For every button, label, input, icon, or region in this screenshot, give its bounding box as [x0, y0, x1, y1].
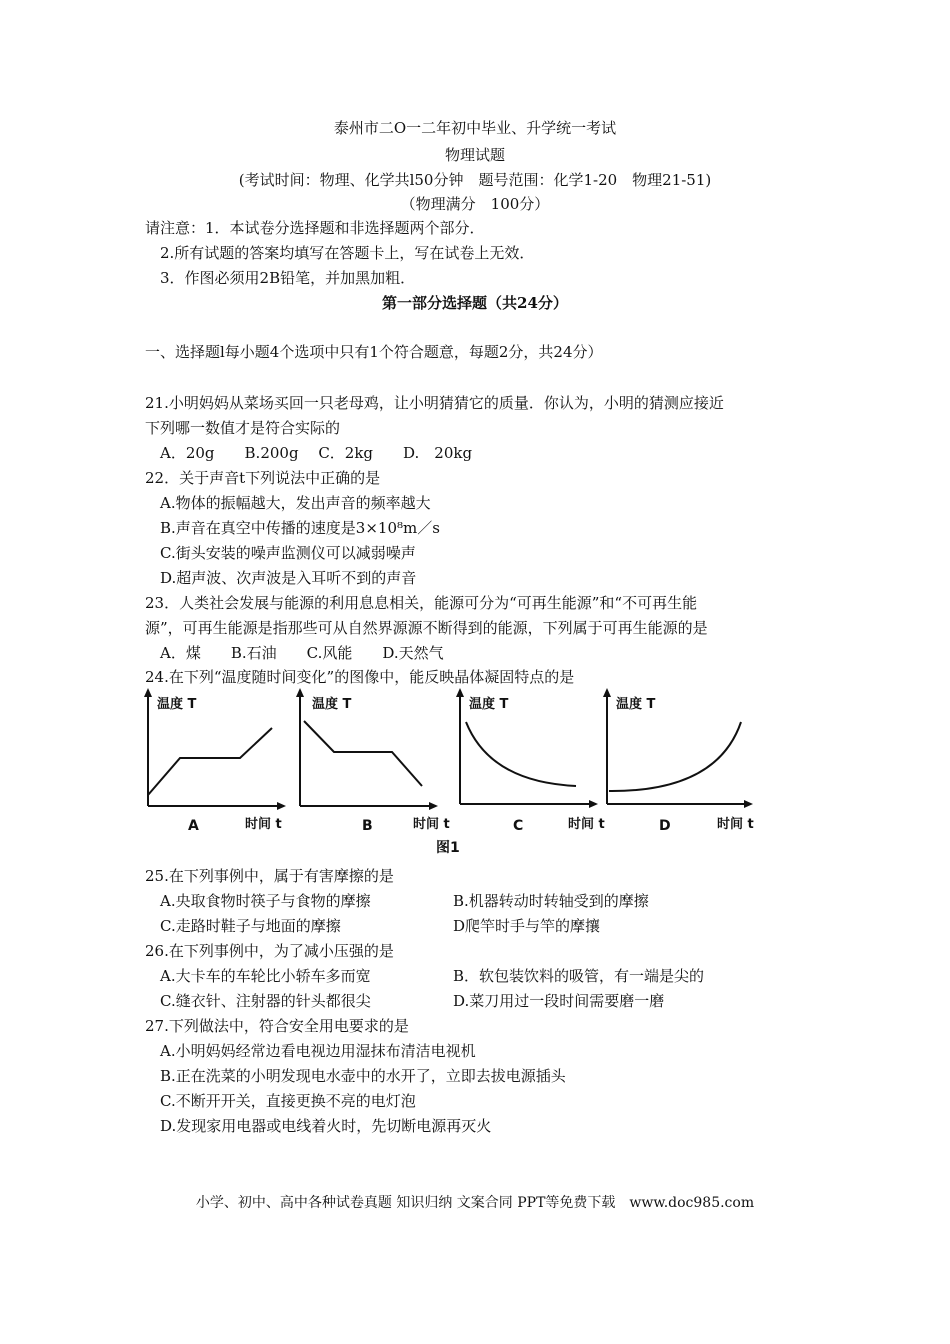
graph-d-y-label: 温度 T — [616, 697, 656, 712]
note-1: 请注意：1．本试卷分选择题和非选择题两个部分． — [145, 219, 485, 237]
figure-caption: 图1 — [436, 840, 460, 856]
graph-a-label: A — [188, 818, 199, 834]
graph-b-y-label: 温度 T — [312, 697, 352, 712]
graph-d-curve — [609, 722, 741, 791]
q26-option-a: A.大卡车的车轮比小轿车多而宽 — [160, 967, 371, 985]
graph-a-x-label: 时间 t — [245, 817, 282, 832]
section-intro: 一、选择题l每小题4个选项中只有1个符合题意，每题2分，共24分） — [145, 343, 603, 361]
q22-option-c: C.街头安装的噪声监测仪可以减弱噪声 — [160, 544, 416, 562]
q27-option-d: D.发现家用电器或电线着火时，先切断电源再灭火 — [160, 1117, 492, 1135]
exam-time-info: (考试时间：物理、化学共l50分钟 题号范围：化学1-20 物理21-51) — [238, 171, 712, 189]
q22-stem: 22．关于声音t下列说法中正确的是 — [145, 469, 381, 487]
note-3: 3．作图必须用2B铅笔，并加黑加粗． — [160, 269, 416, 287]
graph-b-curve — [304, 721, 422, 786]
q26-option-c: C.缝衣针、注射器的针头都很尖 — [160, 992, 371, 1010]
q26-stem: 26.在下列事例中，为了减小压强的是 — [145, 942, 394, 960]
q26-option-b: B．软包装饮料的吸管，有一端是尖的 — [453, 967, 705, 985]
q22-option-d: D.超声波、次声波是入耳听不到的声音 — [160, 569, 417, 587]
exam-title: 泰州市二O一二年初中毕业、升学统一考试 — [333, 119, 617, 137]
graph-a-y-label: 温度 T — [157, 697, 197, 712]
q22-option-a: A.物体的振幅越大，发出声音的频率越大 — [160, 494, 431, 512]
q21-options: A．20g B.200g C．2kg D. 20kg — [160, 444, 473, 462]
q22-option-b: B.声音在真空中传播的速度是3×10⁸m／s — [160, 519, 440, 537]
q25-stem: 25.在下列事例中，属于有害摩擦的是 — [145, 867, 394, 885]
graph-c-label: C — [513, 818, 524, 834]
q27-option-c: C.不断开开关，直接更换不亮的电灯泡 — [160, 1092, 416, 1110]
exam-score-info: （物理满分 100分） — [400, 195, 550, 213]
graph-d-x-label: 时间 t — [717, 817, 754, 832]
q21-stem-cont: 下列哪一数值才是符合实际的 — [145, 419, 341, 437]
q27-stem: 27.下列做法中，符合安全用电要求的是 — [145, 1017, 409, 1035]
graph-b-label: B — [362, 818, 373, 834]
page-footer: 小学、初中、高中各种试卷真题 知识归纳 文案合同 PPT等免费下载 www.doc985.com — [195, 1195, 755, 1211]
q21-stem: 21.小明妈妈从菜场买回一只老母鸡，让小明猜猜它的质量．你认为，小明的猜测应接近 — [145, 394, 724, 412]
q26-option-d: D.菜刀用过一段时间需要磨一磨 — [453, 992, 665, 1010]
q23-stem: 23．人类社会发展与能源的利用息息相关，能源可分为“可再生能源”和“不可再生能 — [145, 594, 698, 612]
graph-d-label: D — [659, 818, 671, 834]
q25-option-d: D爬竿时手与竿的摩攘 — [453, 917, 601, 935]
exam-subject: 物理试题 — [444, 146, 505, 164]
q27-option-b: B.正在洗菜的小明发现电水壶中的水开了，立即去拔电源插头 — [160, 1067, 566, 1085]
graph-a-curve — [148, 728, 272, 795]
q25-option-b: B.机器转动时转轴受到的摩擦 — [453, 892, 649, 910]
q23-stem-cont: 源”，可再生能源是指那些可从自然界源源不断得到的能源，下列属于可再生能源的是 — [145, 619, 708, 637]
part-title: 第一部分选择题（共24分） — [382, 294, 568, 312]
q24-stem: 24.在下列“温度随时间变化”的图像中，能反映晶体凝固特点的是 — [145, 668, 575, 686]
graph-b-x-label: 时间 t — [413, 817, 450, 832]
graph-c-curve — [466, 722, 576, 786]
graph-c-x-label: 时间 t — [568, 817, 605, 832]
q27-option-a: A.小明妈妈经常边看电视边用湿抹布清洁电视机 — [160, 1042, 476, 1060]
graph-c-y-label: 温度 T — [469, 697, 509, 712]
note-2: 2.所有试题的答案均填写在答题卡上，写在试卷上无效． — [160, 244, 535, 262]
q25-option-a: A.央取食物时筷子与食物的摩擦 — [160, 892, 371, 910]
q23-options: A．煤 B.石油 C.风能 D.天然气 — [160, 644, 444, 662]
q25-option-c: C.走路时鞋子与地面的摩擦 — [160, 917, 341, 935]
